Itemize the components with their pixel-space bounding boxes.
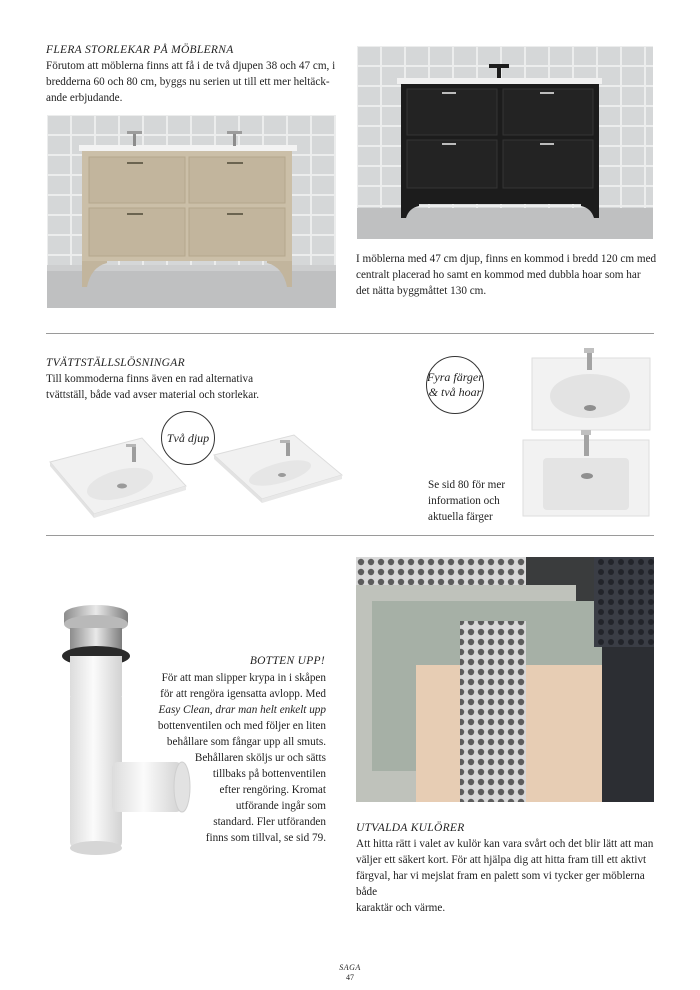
section-heading-sizes: FLERA STORLEKAR PÅ MÖBLERNA [46, 44, 234, 56]
text-line: information och [428, 495, 500, 507]
text-line: Till kommoderna finns även en rad alternativa [46, 373, 254, 385]
text-line: behållare som fångar upp all smuts. [166, 736, 326, 748]
badge-line: Fyra färger [427, 370, 483, 384]
text-line: utförande ingår som [235, 800, 326, 812]
section-heading-basins: TVÄTTSTÄLLSLÖSNINGAR [46, 357, 185, 369]
text-line: För att man slipper krypa in i skåpen [161, 672, 326, 684]
section-heading-drain: BOTTEN UPP! [249, 655, 325, 667]
section-divider [46, 333, 654, 334]
text-line: väljer ett säkert kort. För att hjälpa dig att hitta fram till ett aktivt [356, 854, 647, 866]
section-divider [46, 535, 654, 536]
footer-brand: SAGA [339, 963, 361, 972]
drain-paragraph [150, 670, 326, 846]
basins-info-note [428, 477, 528, 525]
text-line: karaktär och värme. [356, 902, 446, 914]
colors-paragraph [356, 836, 666, 916]
text-line: centralt placerad ho samt en kommod med dubbla hoar som har [356, 269, 641, 281]
text-line: ande erbjudande. [46, 92, 123, 104]
text-line: finns som tillval, se sid 79. [205, 832, 326, 844]
text-line: Se sid 80 för mer [428, 479, 506, 491]
text-line: bottenventilen och med följer en liten [157, 720, 326, 732]
basins-paragraph [46, 371, 306, 403]
basin-shallow-photo [210, 431, 344, 503]
black-vanity-caption [356, 251, 666, 299]
text-line: för att rengöra igensatta avlopp. Med [160, 688, 326, 700]
text-line: standard. Fler utföranden [213, 816, 326, 828]
text-line: färgval, har vi mejslat fram en palett som vi tycker ger möblerna både [356, 870, 645, 898]
sizes-paragraph [46, 58, 346, 106]
text-line: bredderna 60 och 80 cm, byggs nu serien ut till ett mer heltäck- [46, 76, 330, 88]
basin-square-photo [521, 430, 651, 518]
depth-badge: Två djup [161, 411, 215, 465]
text-line: Easy Clean, drar man helt enkelt upp [158, 704, 326, 716]
text-line: Att hitta rätt i valet av kulör kan vara svårt och det blir lätt att man [356, 838, 654, 850]
color-palette-photo [356, 557, 654, 802]
text-line: aktuella färger [428, 511, 493, 523]
page-number: 47 [346, 973, 354, 982]
badge-line: & två hoar [428, 385, 482, 399]
black-vanity-photo [357, 46, 653, 239]
text-line: tvättställ, både vad avser material och storlekar. [46, 389, 260, 401]
text-line: Behållaren sköljs ur och sätts [194, 752, 326, 764]
text-line: tillbaks på bottenventilen [212, 768, 326, 780]
basin-oval-photo [530, 346, 652, 432]
text-line: det nätta byggmåttet 130 cm. [356, 285, 487, 297]
text-line: efter rengöring. Kromat [219, 784, 326, 796]
beige-vanity-photo [47, 115, 336, 308]
colors-badge [426, 356, 484, 414]
section-heading-colors: UTVALDA KULÖRER [356, 822, 465, 834]
text-line: I möblerna med 47 cm djup, finns en kommod i bredd 120 cm med [356, 253, 657, 265]
text-line: Förutom att möblerna finns att få i de två djupen 38 och 47 cm, i [46, 60, 336, 72]
